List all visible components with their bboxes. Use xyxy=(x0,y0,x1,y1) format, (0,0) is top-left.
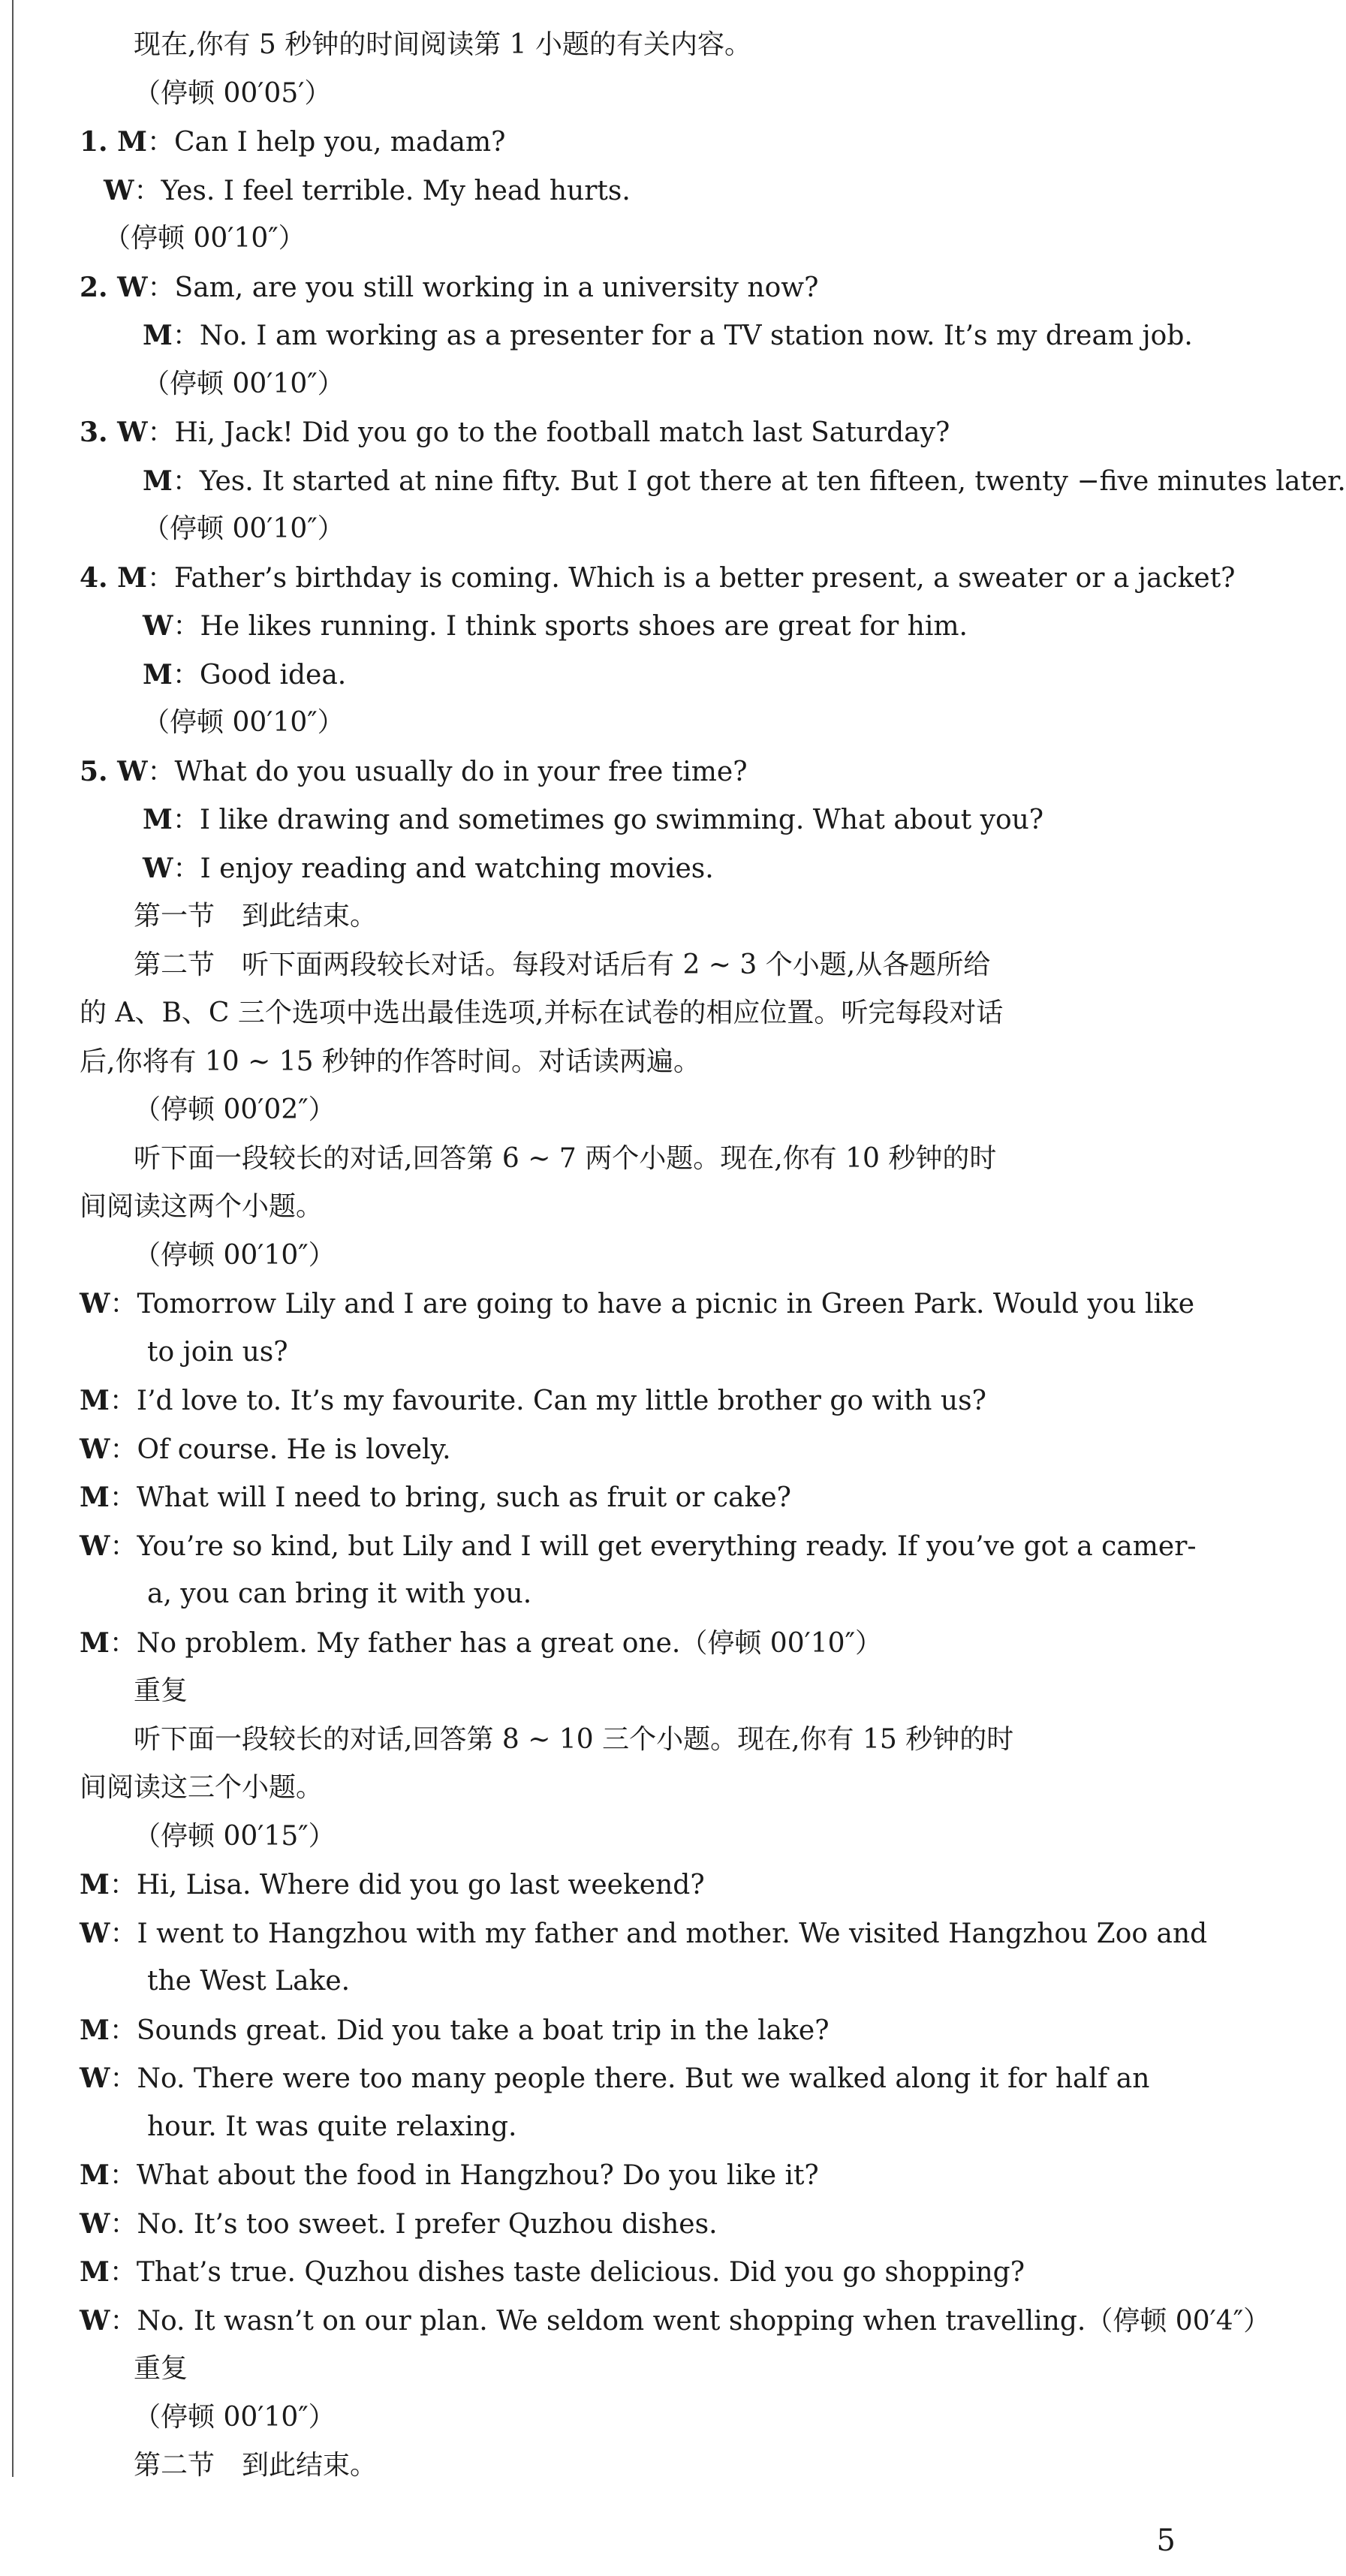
line-text: 听下面一段较长的对话,回答第 6 ~ 7 两个小题。现在,你有 10 秒钟的时 xyxy=(134,1142,997,1174)
transcript-line xyxy=(80,2151,1176,2200)
transcript-line xyxy=(80,1135,1176,1184)
line-text: ：No. There were too many people there. But we walked along it for half an xyxy=(110,2063,1150,2094)
transcript-line xyxy=(80,70,1176,119)
line-text: ：I went to Hangzhou with my father and mother. We visited Hangzhou Zoo and xyxy=(110,1918,1208,1949)
line-text: ：Of course. He is lovely. xyxy=(110,1434,451,1465)
transcript-line xyxy=(80,554,1236,603)
line-text: （停顿 00′10″） xyxy=(143,707,345,738)
transcript-line xyxy=(80,311,1193,360)
line-text: 第一节 到此结束。 xyxy=(134,901,378,931)
speaker-label: W xyxy=(104,174,134,206)
transcript-line xyxy=(80,1473,1176,1522)
line-text: ：Good idea. xyxy=(172,659,347,691)
transcript-line xyxy=(80,2297,1271,2346)
speaker-label: W xyxy=(80,1917,110,1949)
line-text: hour. It was quite relaxing. xyxy=(147,2111,517,2142)
line-text: ：Yes. I feel terrible. My head hurts. xyxy=(134,175,631,206)
line-text: 重复 xyxy=(134,2353,188,2384)
transcript-line xyxy=(80,457,1346,506)
speaker-label: M xyxy=(80,2256,110,2288)
speaker-label: W xyxy=(80,2304,110,2337)
line-text: 的 A、B、C 三个选项中选出最佳选项,并标在试卷的相应位置。听完每段对话 xyxy=(80,998,1004,1028)
line-text: ：Can I help you, madam? xyxy=(146,127,506,158)
transcript-line xyxy=(80,1570,1176,1619)
speaker-label: W xyxy=(80,1433,110,1465)
transcript-line xyxy=(80,892,1176,941)
line-text: （停顿 00′15″） xyxy=(134,1820,336,1852)
speaker-label: 3. W xyxy=(80,417,148,448)
line-text: ：He likes running. I think sports shoes are great for him. xyxy=(173,611,968,642)
transcript-line xyxy=(80,360,1176,409)
speaker-label: W xyxy=(143,610,173,642)
transcript-line xyxy=(80,941,1176,990)
line-text: ：No. I am working as a presenter for a TV station now. It’s my dream job. xyxy=(172,320,1193,351)
line-text: ：What will I need to bring, such as fruit or cake? xyxy=(109,1482,791,1513)
transcript-line xyxy=(80,1667,1176,1716)
line-text: ：What about the food in Hangzhou? Do you like it? xyxy=(109,2160,819,2191)
line-text: （停顿 00′02″） xyxy=(134,1094,336,1125)
transcript-line xyxy=(80,1764,1176,1813)
transcript-line xyxy=(80,215,1176,263)
transcript-line xyxy=(80,2345,1176,2394)
transcript-line xyxy=(80,1958,1176,2006)
transcript-line xyxy=(80,2442,1176,2490)
speaker-label: 1. M xyxy=(80,126,147,158)
line-text: ：What do you usually do in your free time? xyxy=(147,756,748,787)
transcript-line xyxy=(80,748,1176,796)
line-text: 第二节 听下面两段较长对话。每段对话后有 2 ~ 3 个小题,从各题所给 xyxy=(134,949,991,980)
transcript-line xyxy=(80,21,1176,70)
speaker-label: M xyxy=(80,2159,110,2191)
transcript-line xyxy=(80,2006,1176,2055)
line-text: （停顿 00′10″） xyxy=(134,1239,336,1271)
transcript-line xyxy=(80,1909,1208,1958)
line-text: ：You’re so kind, but Lily and I will get everything ready. If you’ve got a camer- xyxy=(110,1530,1197,1562)
transcript-line xyxy=(80,989,1176,1038)
line-text: 间阅读这两个小题。 xyxy=(80,1191,324,1222)
speaker-label: W xyxy=(80,2063,110,2094)
transcript-line xyxy=(80,167,1176,215)
speaker-label: M xyxy=(80,1385,110,1416)
transcript-line xyxy=(80,1619,1176,1668)
transcript-line xyxy=(80,1280,1195,1329)
line-text: ：I enjoy reading and watching movies. xyxy=(173,853,714,884)
line-text: ：No. It’s too sweet. I prefer Quzhou dishes. xyxy=(110,2208,718,2240)
transcript-line xyxy=(80,1038,1176,1087)
line-text: （停顿 00′05′） xyxy=(134,77,332,109)
transcript-line xyxy=(80,1861,1176,1909)
line-text: ：Sounds great. Did you take a boat trip in the lake? xyxy=(109,2015,830,2046)
transcript-line xyxy=(80,1183,1176,1232)
line-text: （停顿 00′10″） xyxy=(143,368,345,399)
transcript-line xyxy=(80,1086,1176,1135)
line-text: to join us? xyxy=(147,1336,288,1368)
speaker-label: M xyxy=(80,2014,110,2046)
line-text: ：Tomorrow Lily and I are going to have a picnic in Green Park. Would you like xyxy=(110,1289,1195,1320)
line-text: the West Lake. xyxy=(147,1966,351,1997)
speaker-label: M xyxy=(143,320,173,351)
transcript-line xyxy=(80,844,1176,893)
line-text: （停顿 00′10″） xyxy=(143,513,345,544)
line-text: a, you can bring it with you. xyxy=(147,1578,532,1609)
transcript-line xyxy=(80,796,1176,844)
line-text: ：That’s true. Quzhou dishes taste delicious. Did you go shopping? xyxy=(109,2257,1025,2288)
transcript-line xyxy=(80,2103,1176,2152)
transcript-body xyxy=(80,21,1346,2490)
page-number: 5 xyxy=(1156,2523,1176,2558)
line-text: 间阅读这三个小题。 xyxy=(80,1772,324,1803)
transcript-line xyxy=(80,1522,1197,1571)
transcript-line xyxy=(80,263,1176,312)
transcript-line xyxy=(80,1377,1176,1425)
margin-rule xyxy=(12,0,14,2477)
speaker-label: 2. W xyxy=(80,271,148,303)
transcript-line xyxy=(80,2394,1176,2442)
line-text: ：I’d love to. It’s my favourite. Can my little brother go with us? xyxy=(109,1386,986,1416)
line-text: 后,你将有 10 ~ 15 秒钟的作答时间。对话读两遍。 xyxy=(80,1046,700,1077)
transcript-line xyxy=(80,699,1176,748)
speaker-label: 5. W xyxy=(80,755,148,787)
line-text: （停顿 00′10″） xyxy=(104,223,306,254)
line-text: 现在,你有 5 秒钟的时间阅读第 1 小题的有关内容。 xyxy=(134,29,752,60)
transcript-line xyxy=(80,651,1176,700)
line-text: ：No. It wasn’t on our plan. We seldom went shopping when travelling.（停顿 00′4″） xyxy=(110,2305,1271,2337)
line-text: ：Hi, Lisa. Where did you go last weekend? xyxy=(109,1870,705,1900)
transcript-line xyxy=(80,2248,1176,2297)
transcript-line xyxy=(80,1425,1176,1474)
speaker-label: W xyxy=(143,852,173,884)
line-text: ：Father’s birthday is coming. Which is a better present, a sweater or a jacket? xyxy=(146,562,1236,594)
transcript-line xyxy=(80,1716,1176,1765)
transcript-line xyxy=(80,602,1176,651)
transcript-line xyxy=(80,2200,1176,2249)
line-text: ：I like drawing and sometimes go swimming. What about you? xyxy=(172,805,1044,835)
speaker-label: M xyxy=(80,1869,110,1900)
line-text: （停顿 00′10″） xyxy=(134,2401,336,2433)
transcript-line xyxy=(80,2054,1176,2103)
speaker-label: W xyxy=(80,1288,110,1320)
speaker-label: 4. M xyxy=(80,561,147,594)
transcript-line xyxy=(80,118,1176,167)
speaker-label: M xyxy=(80,1482,110,1513)
speaker-label: M xyxy=(143,658,173,691)
transcript-line xyxy=(80,408,1176,457)
line-text: ：Hi, Jack! Did you go to the football match last Saturday? xyxy=(147,417,950,448)
speaker-label: M xyxy=(143,465,173,497)
speaker-label: W xyxy=(80,1530,110,1562)
speaker-label: M xyxy=(143,804,173,835)
transcript-line xyxy=(80,1232,1176,1280)
transcript-line xyxy=(80,505,1176,554)
transcript-line xyxy=(80,1813,1176,1861)
speaker-label: M xyxy=(80,1627,110,1659)
line-text: ：Yes. It started at nine fifty. But I got there at ten fifteen, twenty −five minutes later. xyxy=(172,465,1346,497)
speaker-label: W xyxy=(80,2207,110,2240)
line-text: 重复 xyxy=(134,1675,188,1706)
line-text: 第二节 到此结束。 xyxy=(134,2450,378,2481)
line-text: ：Sam, are you still working in a university now? xyxy=(147,272,819,303)
line-text: ：No problem. My father has a great one.（停顿 00′10″） xyxy=(109,1627,883,1659)
transcript-line xyxy=(80,1329,1176,1377)
line-text: 听下面一段较长的对话,回答第 8 ~ 10 三个小题。现在,你有 15 秒钟的时 xyxy=(134,1723,1014,1755)
